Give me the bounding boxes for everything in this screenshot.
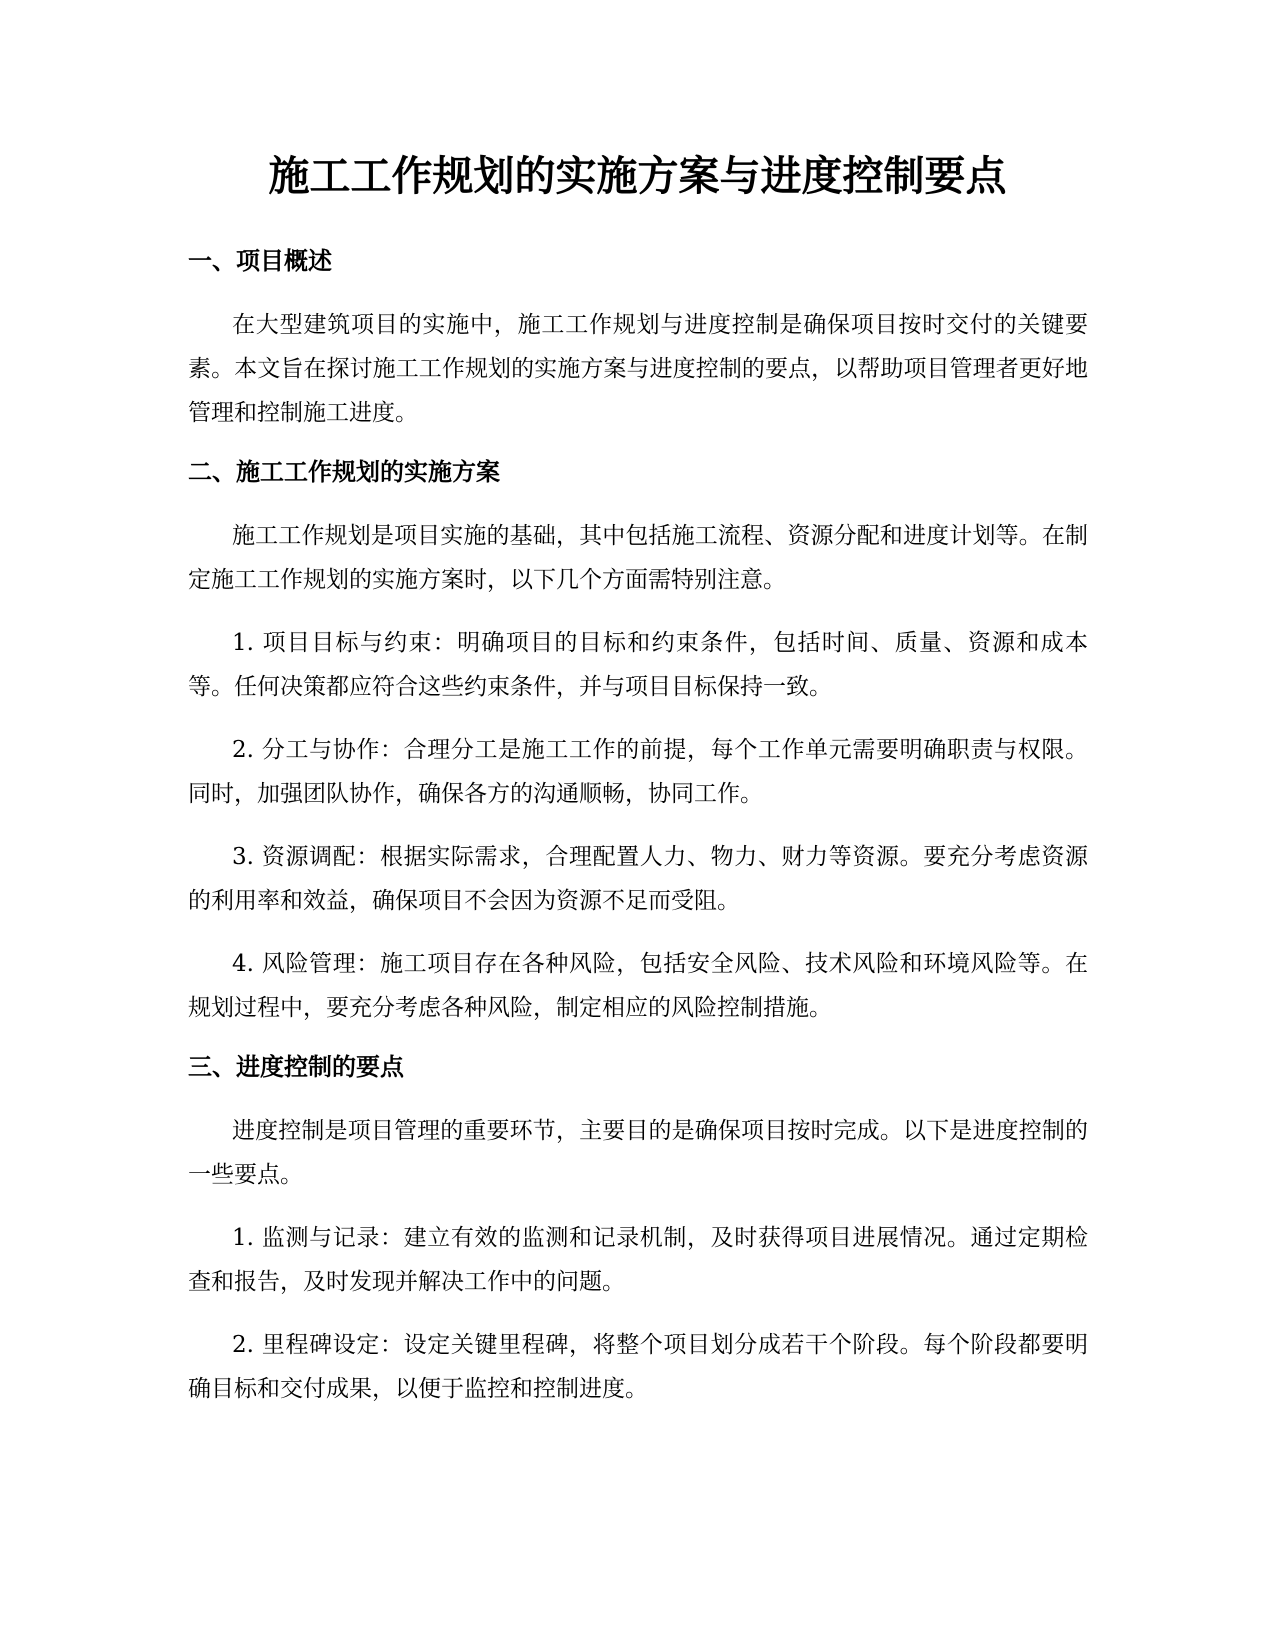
document-title: 施工工作规划的实施方案与进度控制要点 (268, 152, 1007, 200)
section-heading: 三、进度控制的要点 (188, 1053, 404, 1081)
list-item-paragraph: 2. 里程碑设定：设定关键里程碑，将整个项目划分成若干个阶段。每个阶段都要明确目标和交付成果，以便于监控和控制进度。 (188, 1332, 1088, 1402)
list-item-paragraph: 4. 风险管理：施工项目存在各种风险，包括安全风险、技术风险和环境风险等。在规划过程中，要充分考虑各种风险，制定相应的风险控制措施。 (188, 951, 1088, 1021)
section-implementation-plan (188, 454, 1088, 1030)
paragraph: 进度控制是项目管理的重要环节，主要目的是确保项目按时完成。以下是进度控制的一些要点。 (188, 1118, 1088, 1188)
list-item-paragraph: 2. 分工与协作：合理分工是施工工作的前提，每个工作单元需要明确职责与权限。同时，加强团队协作，确保各方的沟通顺畅，协同工作。 (188, 737, 1088, 807)
paragraph: 施工工作规划是项目实施的基础，其中包括施工流程、资源分配和进度计划等。在制定施工工作规划的实施方案时，以下几个方面需特别注意。 (188, 523, 1088, 593)
section-heading: 一、项目概述 (188, 247, 332, 275)
section-schedule-control (188, 1049, 1088, 1411)
section-overview (188, 243, 1088, 435)
paragraph: 在大型建筑项目的实施中，施工工作规划与进度控制是确保项目按时交付的关键要素。本文旨在探讨施工工作规划的实施方案与进度控制的要点，以帮助项目管理者更好地管理和控制施工进度。 (188, 312, 1088, 426)
document-body (188, 243, 1088, 1430)
list-item-paragraph: 1. 监测与记录：建立有效的监测和记录机制，及时获得项目进展情况。通过定期检查和报告，及时发现并解决工作中的问题。 (188, 1225, 1088, 1295)
section-heading: 二、施工工作规划的实施方案 (188, 458, 500, 486)
list-item-paragraph: 1. 项目目标与约束：明确项目的目标和约束条件，包括时间、质量、资源和成本等。任何决策都应符合这些约束条件，并与项目目标保持一致。 (188, 630, 1088, 700)
list-item-paragraph: 3. 资源调配：根据实际需求，合理配置人力、物力、财力等资源。要充分考虑资源的利用率和效益，确保项目不会因为资源不足而受阻。 (188, 844, 1088, 914)
